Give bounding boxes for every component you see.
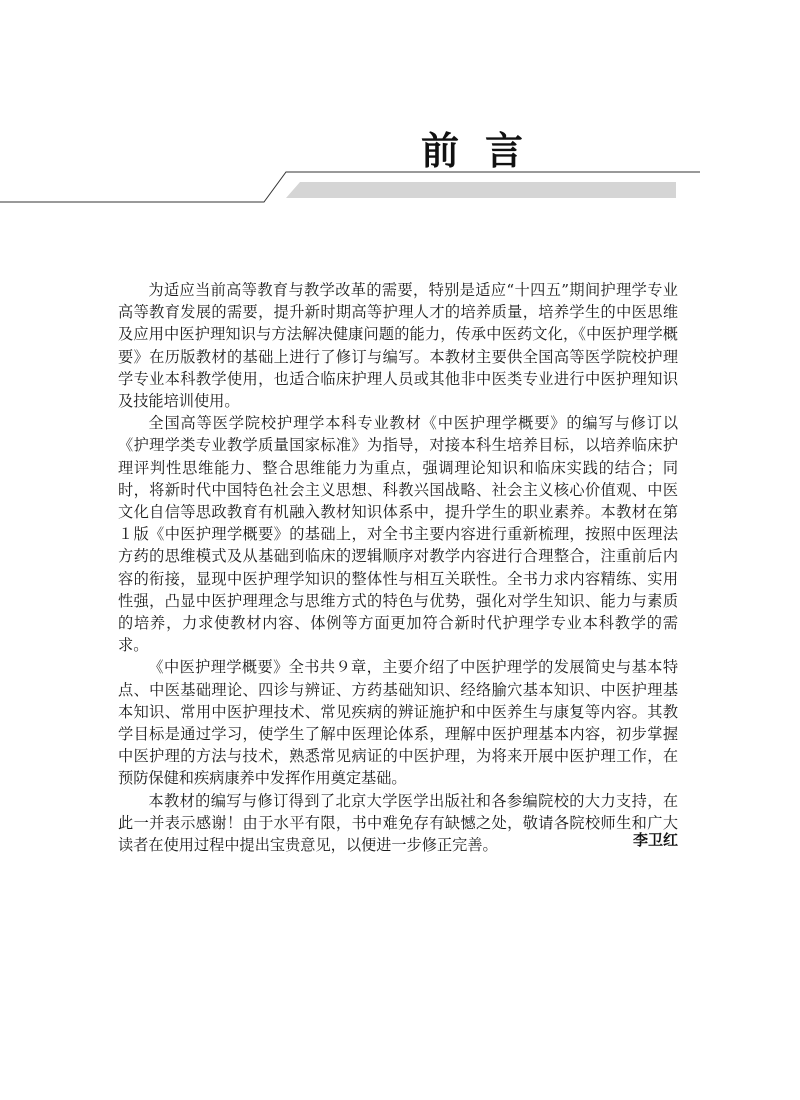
author-signature: 李卫红 xyxy=(632,831,678,849)
header-decoration-band xyxy=(0,170,800,210)
paragraph: 本教材的编写与修订得到了北京大学医学出版社和各参编院校的大力支持，在此一并表示感谢！由于水平有限，书中难免存有缺憾之处，敬请各院校师生和广大读者在使用过程中提出宝贵意见，以便进一步修正完善。 xyxy=(118,791,678,855)
paragraph: 《中医护理学概要》全书共９章，主要介绍了中医护理学的发展简史与基本特点、中医基础理论、四诊与辨证、方药基础知识、经络腧穴基本知识、中医护理基本知识、常用中医护理技术、常见疾病的辨证施护和中医养生与康复等内容。其教学目标是通过学习，使学生了解中医理论体系，理解中医护理基本内容，初步掌握中医护理的方法与技术，熟悉常见病证的中医护理，为将来开展中医护理工作，在预防保健和疾病康养中发挥作用奠定基础。 xyxy=(118,658,678,788)
page-title: 前言 xyxy=(420,129,549,173)
paragraph: 全国高等医学院校护理学本科专业教材《中医护理学概要》的编写与修订以《护理学类专业教学质量国家标准》为指导，对接本科生培养目标，以培养临床护理评判性思维能力、整合思维能力为重点，强调理论知识和临床实践的结合；同时，将新时代中国特色社会主义思想、科教兴国战略、社会主义核心价值观、中医文化自信等思政教育有机融入教材知识体系中，提升学生的职业素养。本教材在第１版《中医护理学概要》的基础上，对全书主要内容进行重新梳理，按照中医理法方药的思维模式及从基础到临床的逻辑顺序对教学内容进行合理整合，注重前后内容的衔接，显现中医护理学知识的整体性与相互关联性。全书力求内容精练、实用性强，凸显中医护理理念与思维方式的特色与优势，强化对学生知识、能力与素质的培养，力求使教材内容、体例等方面更加符合新时代护理学专业本科教学的需求。 xyxy=(118,414,678,655)
header-gray-band xyxy=(286,182,676,198)
preface-body xyxy=(118,279,678,856)
paragraph: 为适应当前高等教育与教学改革的需要，特别是适应“十四五”期间护理学专业高等教育发展的需要，提升新时期高等护理人才的培养质量，培养学生的中医思维及应用中医护理知识与方法解决健康问题的能力，传承中医药文化，《中医护理学概要》在历版教材的基础上进行了修订与编写。本教材主要供全国高等医学院校护理学专业本科教学使用，也适合临床护理人员或其他非中医类专业进行中医护理知识及技能培训使用。 xyxy=(118,281,678,411)
